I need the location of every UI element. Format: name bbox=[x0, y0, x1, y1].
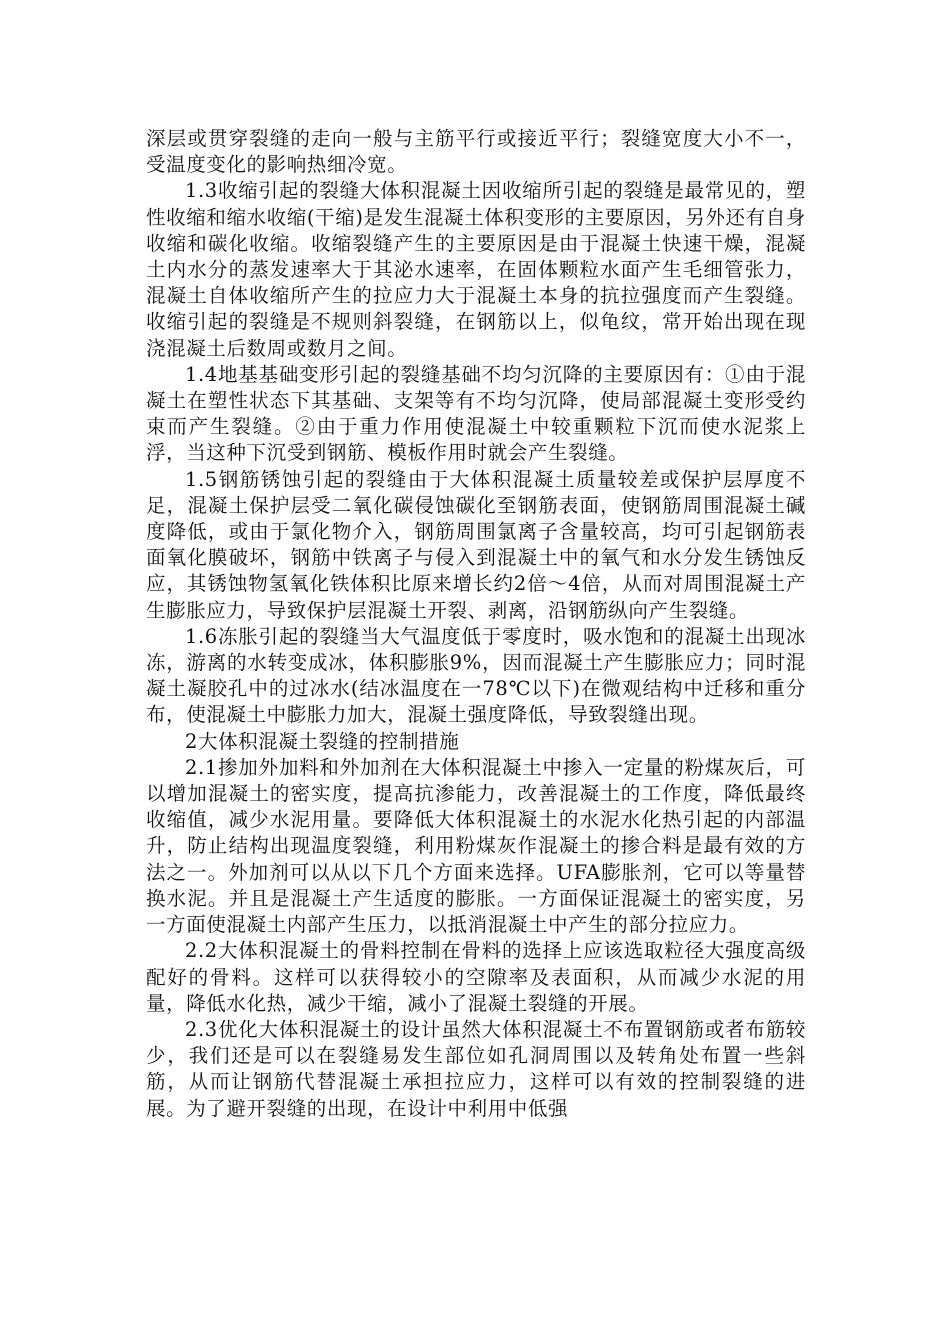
section-heading-2: 2大体积混凝土裂缝的控制措施 bbox=[185, 729, 460, 753]
paragraph-1-4-foundation-cracks: 1.4地基基础变形引起的裂缝基础不均匀沉降的主要原因有：①由于混凝土在塑性状态下其基础、支架等有不均匀沉降，使局部混凝土变形受约束而产生裂缝。②由于重力作用使混凝土中较重颗粒下沉而使水泥浆上浮，当这种下沉受到钢筋、模板作用时就会产生裂缝。 bbox=[146, 362, 806, 465]
paragraph-2-2-aggregate: 2.2大体积混凝土的骨料控制在骨料的选择上应该选取粒径大强度高级配好的骨料。这样可以获得较小的空隙率及表面积，从而减少水泥的用量，降低水化热，减少干缩，减小了混凝土裂缝的开展。 bbox=[146, 939, 806, 1015]
paragraph-1: 深层或贯穿裂缝的走向一般与主筋平行或接近平行；裂缝宽度大小不一，受温度变化的影响热细冷宽。 bbox=[146, 127, 806, 177]
paragraph-1-3-shrinkage-cracks: 1.3收缩引起的裂缝大体积混凝土因收缩所引起的裂缝是最常见的，塑性收缩和缩水收缩(干缩)是发生混凝土体积变形的主要原因，另外还有自身收缩和碳化收缩。收缩裂缝产生的主要原因是由于混凝土快速干燥，混凝土内水分的蒸发速率大于其泌水速率，在固体颗粒水面产生毛细管张力，混凝土自体收缩所产生的拉应力大于混凝土本身的抗拉强度而产生裂缝。收缩引起的裂缝是不规则斜裂缝，在钢筋以上，似龟纹，常开始出现在现浇混凝土后数周或数月之间。 bbox=[146, 179, 806, 360]
paragraph-1-5-corrosion-cracks: 1.5钢筋锈蚀引起的裂缝由于大体积混凝土质量较差或保护层厚度不足，混凝土保护层受二氧化碳侵蚀碳化至钢筋表面，使钢筋周围混凝土碱度降低，或由于氯化物介入，钢筋周围氯离子含量较高，均可引起钢筋表面氧化膜破坏，钢筋中铁离子与侵入到混凝土中的氧气和水分发生锈蚀反应，其锈蚀物氢氧化铁体积比原来增长约2倍～4倍，从而对周围混凝土产生膨胀应力，导致保护层混凝土开裂、剥离，沿钢筋纵向产生裂缝。 bbox=[146, 467, 806, 622]
paragraph-2-1-admixtures: 2.1掺加外加料和外加剂在大体积混凝土中掺入一定量的粉煤灰后，可以增加混凝土的密实度，提高抗渗能力，改善混凝土的工作度，降低最终收缩值，减少水泥用量。要降低大体积混凝土的水泥水化热引起的内部温升，防止结构出现温度裂缝，利用粉煤灰作混凝土的掺合料是最有效的方法之一。外加剂可以从以下几个方面来选择。UFA膨胀剂，它可以等量替换水泥。并且是混凝土产生适度的膨胀。一方面保证混凝土的密实度，另一方面使混凝土内部产生压力，以抵消混凝土中产生的部分拉应力。 bbox=[146, 755, 806, 937]
paragraph-2-3-design: 2.3优化大体积混凝土的设计虽然大体积混凝土不布置钢筋或者布筋较少，我们还是可以在裂缝易发生部位如孔洞周围以及转角处布置一些斜筋，从而让钢筋代替混凝土承担拉应力，这样可以有效的控制裂缝的进展。为了避开裂缝的出现，在设计中利用中低强 bbox=[146, 1017, 806, 1120]
paragraph-1-6-frost-cracks: 1.6冻胀引起的裂缝当大气温度低于零度时，吸水饱和的混凝土出现冰冻，游离的水转变成冰，体积膨胀9%，因而混凝土产生膨胀应力；同时混凝土凝胶孔中的过冰水(结冰温度在一78℃以下)在微观结构中迁移和重分布，使混凝土中膨胀力加大，混凝土强度降低，导致裂缝出现。 bbox=[146, 624, 806, 727]
document-page bbox=[146, 126, 806, 1122]
